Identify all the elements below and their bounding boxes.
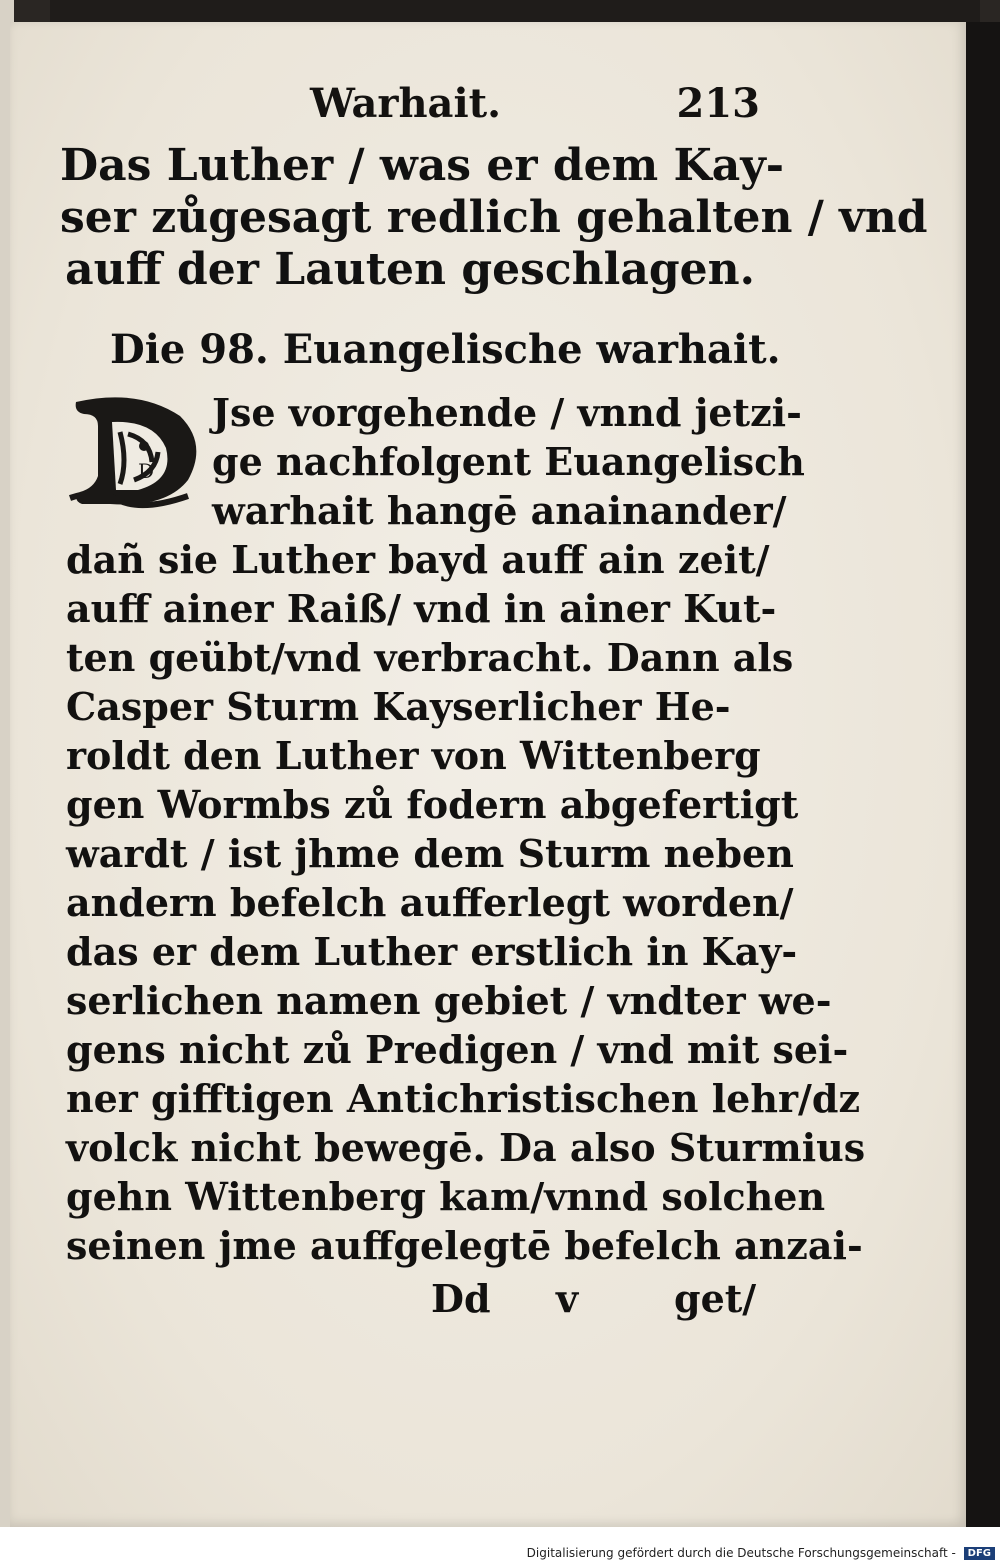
text-line: gens nicht zů Predigen / vnd mit sei-	[66, 1027, 849, 1072]
title-line: auff der Lauten geschlagen.	[65, 244, 755, 295]
text-line: volck nicht bewegē. Da also Sturmius	[66, 1125, 866, 1170]
page-header	[60, 80, 760, 140]
text-line: gen Wormbs zů fodern abgefertigt	[66, 782, 799, 827]
text-line: andern befelch aufferlegt worden/	[66, 880, 794, 925]
text-line: das er dem Luther erstlich in Kay-	[66, 929, 798, 974]
text-line: ten geübt/vnd verbracht. Dann als	[66, 635, 794, 680]
text-line: Casper Sturm Kayserlicher He-	[66, 684, 731, 729]
signature-mark: v	[556, 1276, 579, 1321]
title-line: ser zůgesagt redlich gehalten / vnd	[60, 192, 928, 243]
text-line: gehn Wittenberg kam/vnnd solchen	[66, 1174, 826, 1219]
page-number: 213	[676, 80, 760, 127]
text-line: auff ainer Raiß/ vnd in ainer Kut-	[66, 586, 777, 631]
signature-mark: Dd	[431, 1276, 491, 1321]
dfg-logo: DFG	[964, 1547, 995, 1560]
catchword-line	[66, 1276, 766, 1326]
text-line: ge nachfolgent Euangelisch	[212, 439, 805, 484]
body-text	[66, 388, 866, 1270]
text-line: roldt den Luther von Wittenberg	[66, 733, 761, 778]
section-heading: Die 98. Euangelische warhait.	[110, 326, 781, 373]
text-line: serlichen namen gebiet / vndter we-	[66, 978, 832, 1023]
title-line: Das Luther / was er dem Kay-	[60, 140, 785, 191]
credit-text: Digitalisierung gefördert durch die Deutsche Forschungsgemeinschaft -	[526, 1546, 956, 1560]
text-line: ner gifftigen Antichristischen lehr/dz	[66, 1076, 861, 1121]
book-cover-edge	[966, 22, 1000, 1542]
dropcap-letter: D	[138, 459, 155, 483]
text-line: seinen jme auffgelegtē befelch anzai-	[66, 1223, 863, 1268]
running-head: Warhait.	[310, 80, 502, 127]
catchword: get/	[674, 1276, 757, 1321]
chapter-title	[60, 140, 928, 296]
text-line: wardt / ist jhme dem Sturm neben	[66, 831, 794, 876]
text-line: dañ sie Luther bayd auff ain zeit/	[66, 537, 770, 582]
text-line: Jse vorgehende / vnnd jetzi-	[212, 390, 802, 435]
book-top-edge	[50, 0, 980, 22]
text-line: warhait hangē anainander/	[212, 488, 787, 533]
digitization-credit	[0, 1546, 995, 1564]
